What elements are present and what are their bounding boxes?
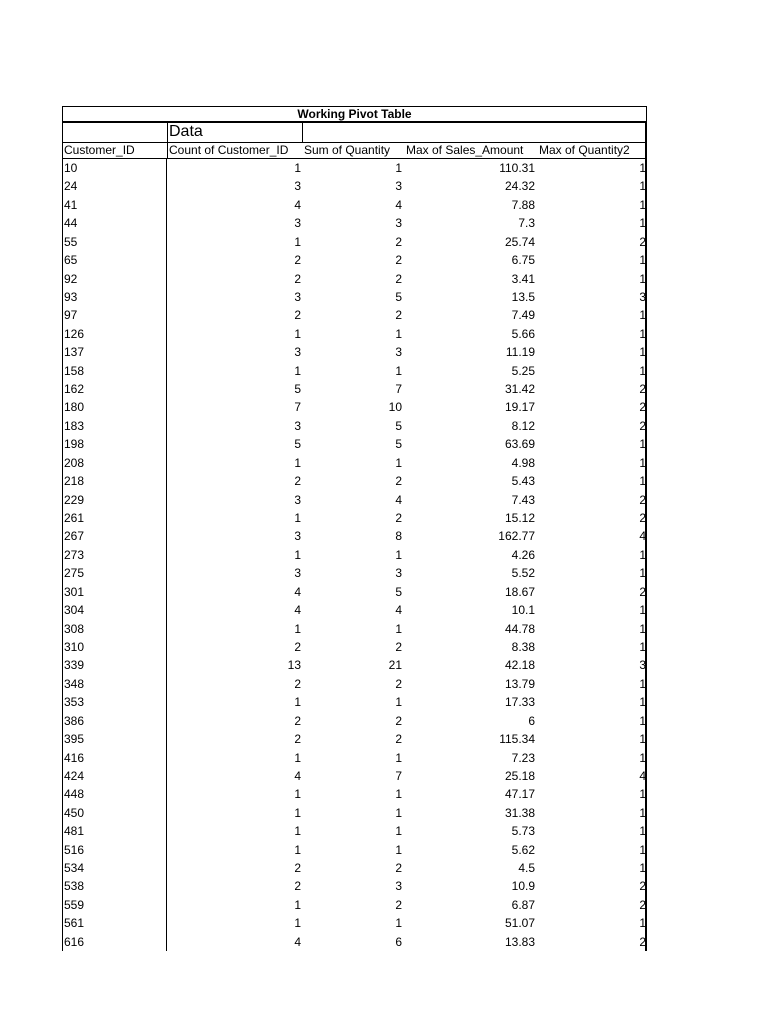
cell-customer-id[interactable]: 55: [64, 234, 78, 249]
table-row: [63, 620, 645, 638]
cell-max-sales-amount[interactable]: 4.26: [511, 547, 535, 562]
cell-max-sales-amount[interactable]: 7.49: [511, 308, 535, 323]
cell-max-sales-amount[interactable]: 19.17: [504, 400, 535, 415]
cell-max-sales-amount[interactable]: 110.31: [499, 161, 535, 175]
cell-max-sales-amount[interactable]: 6.75: [511, 253, 535, 268]
cell-count[interactable]: 2: [294, 253, 301, 268]
cell-sum-quantity[interactable]: 21: [388, 658, 402, 673]
cell-sum-quantity[interactable]: 2: [395, 732, 402, 747]
cell-count[interactable]: 3: [294, 289, 301, 304]
cell-max-quantity2[interactable]: 1: [639, 861, 646, 876]
cell-count[interactable]: 1: [294, 787, 301, 802]
cell-customer-id[interactable]: 275: [64, 566, 85, 581]
cell-max-quantity2[interactable]: 1: [639, 824, 646, 839]
table-row: [63, 196, 645, 214]
cell-max-sales-amount[interactable]: 8.12: [511, 418, 535, 433]
cell-sum-quantity[interactable]: 1: [395, 787, 402, 802]
cell-customer-id[interactable]: 93: [64, 289, 78, 304]
cell-sum-quantity[interactable]: 8: [395, 529, 402, 544]
cell-max-quantity2[interactable]: 1: [639, 161, 646, 175]
cell-max-quantity2[interactable]: 1: [639, 308, 646, 323]
cell-customer-id[interactable]: 353: [64, 695, 85, 710]
cell-max-sales-amount[interactable]: 25.18: [504, 768, 535, 783]
cell-count[interactable]: 4: [294, 934, 301, 949]
cell-max-sales-amount[interactable]: 162.77: [498, 529, 535, 544]
cell-customer-id[interactable]: 416: [64, 750, 85, 765]
cell-max-sales-amount[interactable]: 63.69: [504, 437, 535, 452]
cell-max-sales-amount[interactable]: 31.42: [504, 382, 535, 397]
cell-count[interactable]: 2: [294, 676, 301, 691]
table-row: [63, 822, 645, 840]
table-row: [63, 656, 645, 674]
header-sum-quantity[interactable]: Sum of Quantity: [304, 143, 391, 157]
cell-max-quantity2[interactable]: 1: [639, 363, 646, 378]
cell-customer-id[interactable]: 97: [64, 308, 78, 323]
cell-max-quantity2[interactable]: 2: [639, 934, 646, 949]
table-row: [63, 491, 645, 509]
cell-count[interactable]: 1: [294, 326, 301, 341]
cell-max-sales-amount[interactable]: 5.73: [511, 824, 535, 839]
table-row: [63, 251, 645, 269]
cell-count[interactable]: 1: [294, 363, 301, 378]
cell-customer-id[interactable]: 348: [64, 676, 85, 691]
cell-max-quantity2[interactable]: 1: [639, 197, 646, 212]
table-row: [63, 914, 645, 932]
cell-max-sales-amount[interactable]: 25.74: [504, 234, 535, 249]
cell-max-quantity2[interactable]: 1: [639, 179, 646, 194]
cell-sum-quantity[interactable]: 1: [395, 695, 402, 710]
cell-sum-quantity[interactable]: 4: [395, 603, 402, 618]
cell-sum-quantity[interactable]: 10: [388, 400, 402, 415]
cell-max-sales-amount[interactable]: 5.62: [511, 842, 535, 857]
table-row: [63, 325, 645, 343]
cell-sum-quantity[interactable]: 5: [395, 418, 402, 433]
table-row: [63, 749, 645, 767]
cell-max-quantity2[interactable]: 1: [639, 639, 646, 654]
cell-count[interactable]: 1: [294, 455, 301, 470]
column-header-row: [62, 142, 647, 159]
cell-count[interactable]: 2: [294, 713, 301, 728]
table-row: [63, 841, 645, 859]
cell-max-sales-amount[interactable]: 5.66: [511, 326, 535, 341]
header-max-quantity2[interactable]: Max of Quantity2: [539, 143, 630, 157]
cell-customer-id[interactable]: 481: [64, 824, 85, 839]
cell-count[interactable]: 2: [294, 271, 301, 286]
table-row: [63, 435, 645, 453]
table-row: [63, 638, 645, 656]
cell-max-sales-amount[interactable]: 47.17: [504, 787, 535, 802]
cell-max-quantity2[interactable]: 2: [639, 234, 646, 249]
pivot-table: [62, 106, 647, 951]
cell-count[interactable]: 3: [294, 179, 301, 194]
cell-max-quantity2[interactable]: 1: [639, 787, 646, 802]
table-row: [63, 693, 645, 711]
cell-count[interactable]: 1: [294, 824, 301, 839]
cell-customer-id[interactable]: 65: [64, 253, 78, 268]
cell-count[interactable]: 2: [294, 308, 301, 323]
data-label-row: [62, 123, 647, 142]
cell-customer-id[interactable]: 198: [64, 437, 85, 452]
cell-max-quantity2[interactable]: 1: [639, 750, 646, 765]
table-row: [63, 177, 645, 195]
cell-customer-id[interactable]: 538: [64, 879, 85, 894]
cell-max-quantity2[interactable]: 2: [639, 492, 646, 507]
cell-max-quantity2[interactable]: 1: [639, 455, 646, 470]
cell-max-sales-amount[interactable]: 115.34: [499, 732, 535, 747]
cell-customer-id[interactable]: 261: [64, 511, 85, 526]
cell-max-quantity2[interactable]: 3: [639, 658, 646, 673]
table-row: [63, 472, 645, 490]
table-row: [63, 214, 645, 232]
cell-sum-quantity[interactable]: 7: [395, 382, 402, 397]
cell-sum-quantity[interactable]: 2: [395, 308, 402, 323]
cell-customer-id[interactable]: 559: [64, 897, 85, 912]
cell-sum-quantity[interactable]: 4: [395, 197, 402, 212]
cell-sum-quantity[interactable]: 1: [395, 750, 402, 765]
cell-max-sales-amount[interactable]: 10.9: [511, 879, 535, 894]
cell-sum-quantity[interactable]: 4: [395, 492, 402, 507]
cell-customer-id[interactable]: 92: [64, 271, 78, 286]
cell-count[interactable]: 1: [294, 842, 301, 857]
cell-max-sales-amount[interactable]: 4.5: [518, 861, 535, 876]
cell-max-quantity2[interactable]: 2: [639, 584, 646, 599]
table-row: [63, 509, 645, 527]
cell-max-quantity2[interactable]: 1: [639, 916, 646, 931]
cell-sum-quantity[interactable]: 5: [395, 289, 402, 304]
cell-count[interactable]: 3: [294, 529, 301, 544]
cell-sum-quantity[interactable]: 5: [395, 584, 402, 599]
table-row: [63, 417, 645, 435]
table-row: [63, 712, 645, 730]
cell-max-quantity2[interactable]: 1: [639, 603, 646, 618]
cell-max-quantity2[interactable]: 1: [639, 805, 646, 820]
cell-sum-quantity[interactable]: 1: [395, 455, 402, 470]
cell-max-quantity2[interactable]: 2: [639, 382, 646, 397]
cell-count[interactable]: 1: [294, 695, 301, 710]
cell-max-sales-amount[interactable]: 10.1: [511, 603, 535, 618]
cell-max-quantity2[interactable]: 4: [639, 529, 646, 544]
table-row: [63, 859, 645, 877]
cell-sum-quantity[interactable]: 3: [395, 216, 402, 231]
cell-sum-quantity[interactable]: 1: [395, 916, 402, 931]
cell-sum-quantity[interactable]: 3: [395, 566, 402, 581]
cell-customer-id[interactable]: 308: [64, 621, 85, 636]
cell-customer-id[interactable]: 534: [64, 861, 85, 876]
cell-max-quantity2[interactable]: 1: [639, 326, 646, 341]
cell-count[interactable]: 1: [294, 161, 301, 175]
table-row: [63, 270, 645, 288]
cell-count[interactable]: 1: [294, 805, 301, 820]
cell-max-sales-amount[interactable]: 7.3: [518, 216, 535, 231]
cell-max-quantity2[interactable]: 1: [639, 676, 646, 691]
cell-max-quantity2[interactable]: 1: [639, 695, 646, 710]
table-row: [63, 564, 645, 582]
cell-max-quantity2[interactable]: 3: [639, 289, 646, 304]
cell-customer-id[interactable]: 267: [64, 529, 85, 544]
table-title: Working Pivot Table: [62, 106, 647, 123]
cell-count[interactable]: 7: [294, 400, 301, 415]
cell-customer-id[interactable]: 162: [64, 382, 85, 397]
cell-count[interactable]: 3: [294, 492, 301, 507]
cell-max-sales-amount[interactable]: 13.83: [504, 934, 535, 949]
cell-sum-quantity[interactable]: 2: [395, 897, 402, 912]
cell-sum-quantity[interactable]: 1: [395, 621, 402, 636]
cell-sum-quantity[interactable]: 1: [395, 824, 402, 839]
table-row: [63, 601, 645, 619]
cell-customer-id[interactable]: 183: [64, 418, 85, 433]
cell-customer-id[interactable]: 395: [64, 732, 85, 747]
cell-customer-id[interactable]: 561: [64, 916, 85, 931]
table-row: [63, 527, 645, 545]
table-row: [63, 343, 645, 361]
cell-customer-id[interactable]: 180: [64, 400, 85, 415]
cell-max-quantity2[interactable]: 2: [639, 400, 646, 415]
cell-max-sales-amount[interactable]: 15.12: [504, 511, 535, 526]
cell-max-sales-amount[interactable]: 3.41: [511, 271, 535, 286]
cell-sum-quantity[interactable]: 3: [395, 345, 402, 360]
cell-max-sales-amount[interactable]: 5.25: [511, 363, 535, 378]
cell-max-quantity2[interactable]: 1: [639, 842, 646, 857]
cell-count[interactable]: 2: [294, 861, 301, 876]
cell-count[interactable]: 1: [294, 750, 301, 765]
cell-max-sales-amount[interactable]: 44.78: [504, 621, 535, 636]
table-row: [63, 398, 645, 416]
cell-count[interactable]: 4: [294, 768, 301, 783]
header-max-sales-amount[interactable]: Max of Sales_Amount: [406, 143, 524, 157]
cell-customer-id[interactable]: 301: [64, 584, 85, 599]
cell-customer-id[interactable]: 304: [64, 603, 85, 618]
cell-max-sales-amount[interactable]: 6.87: [511, 897, 535, 912]
cell-sum-quantity[interactable]: 2: [395, 713, 402, 728]
cell-count[interactable]: 5: [294, 382, 301, 397]
cell-max-sales-amount[interactable]: 5.52: [511, 566, 535, 581]
cell-count[interactable]: 3: [294, 566, 301, 581]
cell-max-quantity2[interactable]: 1: [639, 271, 646, 286]
table-row: [63, 785, 645, 803]
cell-max-quantity2[interactable]: 2: [639, 418, 646, 433]
table-row: [63, 306, 645, 324]
cell-sum-quantity[interactable]: 7: [395, 768, 402, 783]
cell-max-quantity2[interactable]: 1: [639, 253, 646, 268]
cell-sum-quantity[interactable]: 3: [395, 879, 402, 894]
cell-count[interactable]: 1: [294, 916, 301, 931]
cell-max-sales-amount[interactable]: 4.98: [511, 455, 535, 470]
cell-count[interactable]: 2: [294, 639, 301, 654]
cell-count[interactable]: 1: [294, 621, 301, 636]
cell-sum-quantity[interactable]: 5: [395, 437, 402, 452]
cell-max-sales-amount[interactable]: 17.33: [504, 695, 535, 710]
cell-customer-id[interactable]: 386: [64, 713, 85, 728]
cell-max-quantity2[interactable]: 2: [639, 511, 646, 526]
cell-count[interactable]: 4: [294, 584, 301, 599]
cell-customer-id[interactable]: 10: [64, 161, 78, 175]
cell-customer-id[interactable]: 616: [64, 934, 85, 949]
cell-count[interactable]: 1: [294, 511, 301, 526]
table-row: [63, 896, 645, 914]
cell-max-quantity2[interactable]: 4: [639, 768, 646, 783]
table-row: [63, 730, 645, 748]
cell-count[interactable]: 1: [294, 547, 301, 562]
cell-max-quantity2[interactable]: 2: [639, 897, 646, 912]
cell-max-sales-amount[interactable]: 13.79: [504, 676, 535, 691]
cell-max-sales-amount[interactable]: 7.88: [511, 197, 535, 212]
cell-max-sales-amount[interactable]: 7.43: [511, 492, 535, 507]
cell-max-quantity2[interactable]: 1: [639, 437, 646, 452]
cell-count[interactable]: 1: [294, 234, 301, 249]
cell-customer-id[interactable]: 208: [64, 455, 85, 470]
cell-count[interactable]: 2: [294, 474, 301, 489]
cell-count[interactable]: 1: [294, 897, 301, 912]
cell-max-quantity2[interactable]: 1: [639, 713, 646, 728]
cell-customer-id[interactable]: 44: [64, 216, 78, 231]
cell-sum-quantity[interactable]: 2: [395, 474, 402, 489]
table-row: [63, 767, 645, 785]
cell-customer-id[interactable]: 24: [64, 179, 78, 194]
cell-customer-id[interactable]: 448: [64, 787, 85, 802]
cell-sum-quantity[interactable]: 1: [395, 161, 402, 175]
cell-count[interactable]: 13: [287, 658, 301, 673]
table-row: [63, 380, 645, 398]
cell-max-sales-amount[interactable]: 8.38: [511, 639, 535, 654]
table-row: [63, 933, 645, 951]
cell-customer-id[interactable]: 229: [64, 492, 85, 507]
cell-sum-quantity[interactable]: 2: [395, 234, 402, 249]
cell-customer-id[interactable]: 126: [64, 326, 85, 341]
data-field-label[interactable]: Data: [167, 123, 303, 142]
cell-max-sales-amount[interactable]: 6: [528, 713, 535, 728]
cell-count[interactable]: 2: [294, 732, 301, 747]
cell-sum-quantity[interactable]: 2: [395, 271, 402, 286]
cell-max-quantity2[interactable]: 1: [639, 566, 646, 581]
cell-customer-id[interactable]: 310: [64, 639, 85, 654]
table-row: [63, 233, 645, 251]
cell-count[interactable]: 4: [294, 197, 301, 212]
table-row: [63, 583, 645, 601]
cell-max-quantity2[interactable]: 1: [639, 474, 646, 489]
cell-sum-quantity[interactable]: 1: [395, 842, 402, 857]
table-row: [63, 675, 645, 693]
cell-sum-quantity[interactable]: 2: [395, 639, 402, 654]
table-row: [63, 159, 645, 177]
cell-count[interactable]: 4: [294, 603, 301, 618]
cell-count[interactable]: 3: [294, 345, 301, 360]
table-row: [63, 877, 645, 895]
cell-max-sales-amount[interactable]: 18.67: [504, 584, 535, 599]
cell-max-quantity2[interactable]: 1: [639, 547, 646, 562]
cell-max-quantity2[interactable]: 1: [639, 621, 646, 636]
cell-customer-id[interactable]: 516: [64, 842, 85, 857]
table-row: [63, 288, 645, 306]
cell-customer-id[interactable]: 137: [64, 345, 85, 360]
header-count-customer-id[interactable]: Count of Customer_ID: [169, 143, 289, 157]
cell-sum-quantity[interactable]: 6: [395, 934, 402, 949]
table-body: [62, 159, 647, 951]
cell-sum-quantity[interactable]: 1: [395, 326, 402, 341]
cell-sum-quantity[interactable]: 3: [395, 179, 402, 194]
cell-sum-quantity[interactable]: 1: [395, 547, 402, 562]
cell-sum-quantity[interactable]: 2: [395, 253, 402, 268]
cell-max-sales-amount[interactable]: 51.07: [504, 916, 535, 931]
cell-customer-id[interactable]: 158: [64, 363, 85, 378]
cell-sum-quantity[interactable]: 1: [395, 363, 402, 378]
table-row: [63, 804, 645, 822]
table-row: [63, 546, 645, 564]
cell-max-sales-amount[interactable]: 13.5: [511, 289, 535, 304]
cell-customer-id[interactable]: 450: [64, 805, 85, 820]
header-customer-id[interactable]: Customer_ID: [64, 143, 135, 157]
cell-max-quantity2[interactable]: 1: [639, 345, 646, 360]
cell-max-quantity2[interactable]: 1: [639, 216, 646, 231]
cell-max-sales-amount[interactable]: 5.43: [511, 474, 535, 489]
cell-customer-id[interactable]: 273: [64, 547, 85, 562]
cell-customer-id[interactable]: 339: [64, 658, 85, 673]
cell-customer-id[interactable]: 424: [64, 768, 85, 783]
cell-count[interactable]: 2: [294, 879, 301, 894]
cell-max-quantity2[interactable]: 2: [639, 879, 646, 894]
cell-max-sales-amount[interactable]: 11.19: [505, 345, 535, 360]
cell-count[interactable]: 3: [294, 418, 301, 433]
cell-count[interactable]: 3: [294, 216, 301, 231]
cell-customer-id[interactable]: 218: [64, 474, 85, 489]
cell-sum-quantity[interactable]: 2: [395, 861, 402, 876]
cell-max-sales-amount[interactable]: 31.38: [504, 805, 535, 820]
table-row: [63, 362, 645, 380]
cell-max-sales-amount[interactable]: 24.32: [504, 179, 535, 194]
cell-max-sales-amount[interactable]: 7.23: [511, 750, 535, 765]
cell-sum-quantity[interactable]: 2: [395, 676, 402, 691]
cell-sum-quantity[interactable]: 2: [395, 511, 402, 526]
cell-count[interactable]: 5: [294, 437, 301, 452]
cell-max-quantity2[interactable]: 1: [639, 732, 646, 747]
cell-sum-quantity[interactable]: 1: [395, 805, 402, 820]
cell-customer-id[interactable]: 41: [64, 197, 78, 212]
cell-max-sales-amount[interactable]: 42.18: [504, 658, 535, 673]
table-row: [63, 454, 645, 472]
